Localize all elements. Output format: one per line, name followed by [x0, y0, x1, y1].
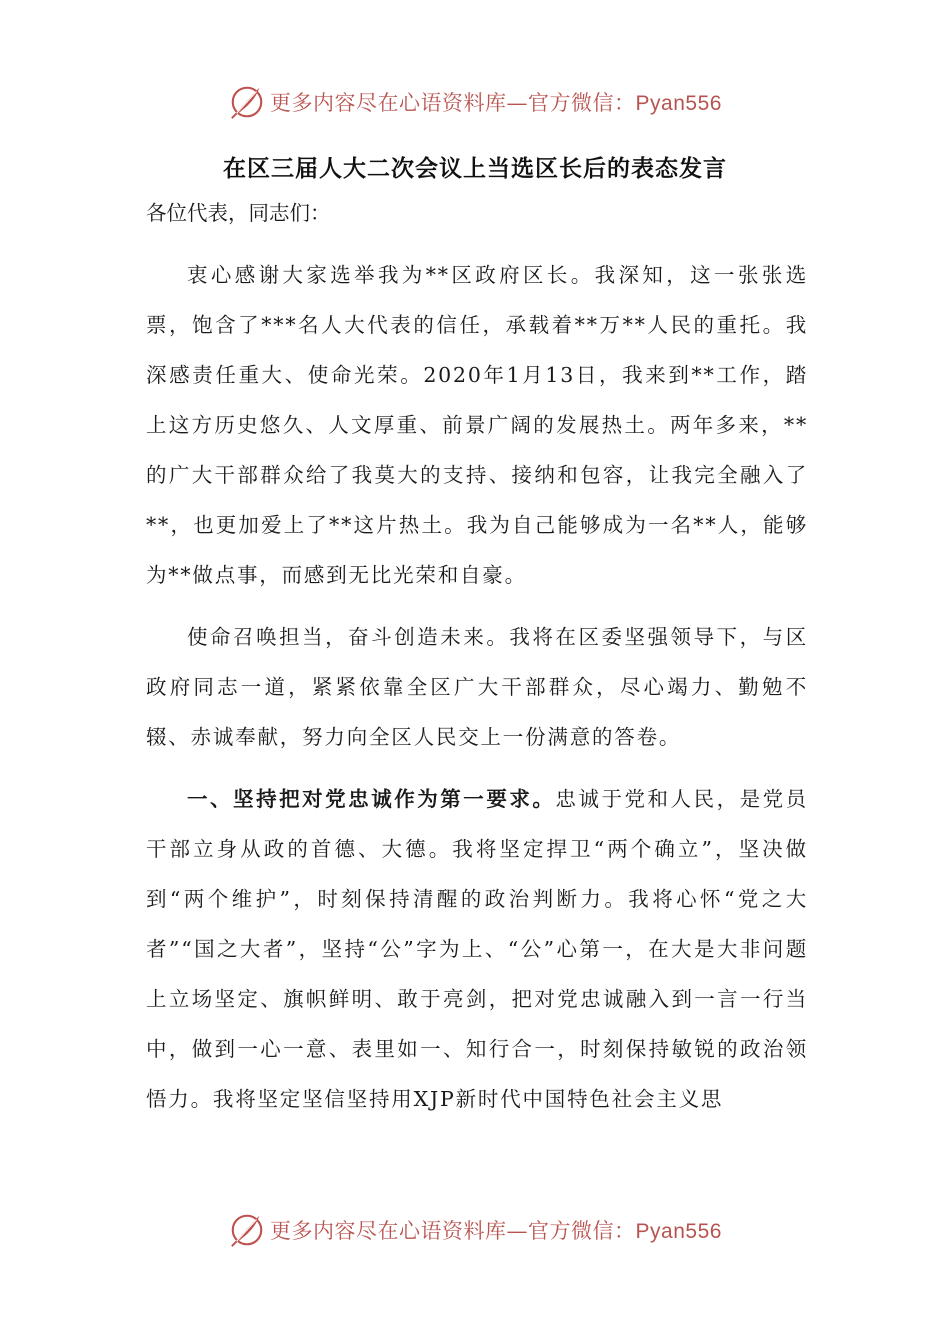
- wechat-id: Pyan556: [635, 1220, 722, 1243]
- section-1-paragraph: [146, 774, 808, 1124]
- banner-text: 更多内容尽在心语资料库—官方微信：Pyan556: [270, 1219, 722, 1243]
- paragraph-2: 使命召唤担当，奋斗创造未来。我将在区委坚强领导下，与区政府同志一道，紧紧依靠全区广大干部群众，尽心竭力、勤勉不辍、赤诚奉献，努力向全区人民交上一份满意的答卷。: [146, 625, 808, 749]
- header-banner: [0, 80, 950, 124]
- wechat-id: Pyan556: [635, 92, 722, 115]
- paragraph-1: 衷心感谢大家选举我为**区政府区长。我深知，这一张张选票，饱含了***名人大代表的信任，承载着**万**人民的重托。我深感责任重大、使命光荣。2020年1月13日，我来到**工作，踏上这方历史悠久、人文厚重、前景广阔的发展热土。两年多来，**的广大干部群众给了我莫大的支持、接纳和包容，让我完全融入了**，也更加爱上了**这片热土。我为自己能够成为一名**人，能够为**做点事，而感到无比光荣和自豪。: [146, 263, 808, 587]
- section-1-heading: 一、坚持把对党忠诚作为第一要求。: [187, 787, 556, 811]
- section-1-body: 忠诚于党和人民，是党员干部立身从政的首德、大德。我将坚定捍卫“两个确立”，坚决做到“两个维护”，时刻保持清醒的政治判断力。我将心怀“党之大者”“国之大者”，坚持“公”字为上、“公”心第一，在大是大非问题上立场坚定、旗帜鲜明、敢于亮剑，把对党忠诚融入到一言一行当中，做到一心一意、表里如一、知行合一，时刻保持敏锐的政治领悟力。我将坚定坚信坚持用XJP新时代中国特色社会主义思: [146, 787, 808, 1111]
- document-title: 在区三届人大二次会议上当选区长后的表态发言: [223, 155, 727, 182]
- quill-pen-logo-icon: [228, 1211, 266, 1249]
- salutation: 各位代表，同志们：: [146, 201, 331, 225]
- banner-text: 更多内容尽在心语资料库—官方微信：Pyan556: [270, 91, 722, 115]
- footer-banner: [0, 1208, 950, 1252]
- document-body: [146, 188, 808, 1124]
- quill-pen-logo-icon: [228, 83, 266, 121]
